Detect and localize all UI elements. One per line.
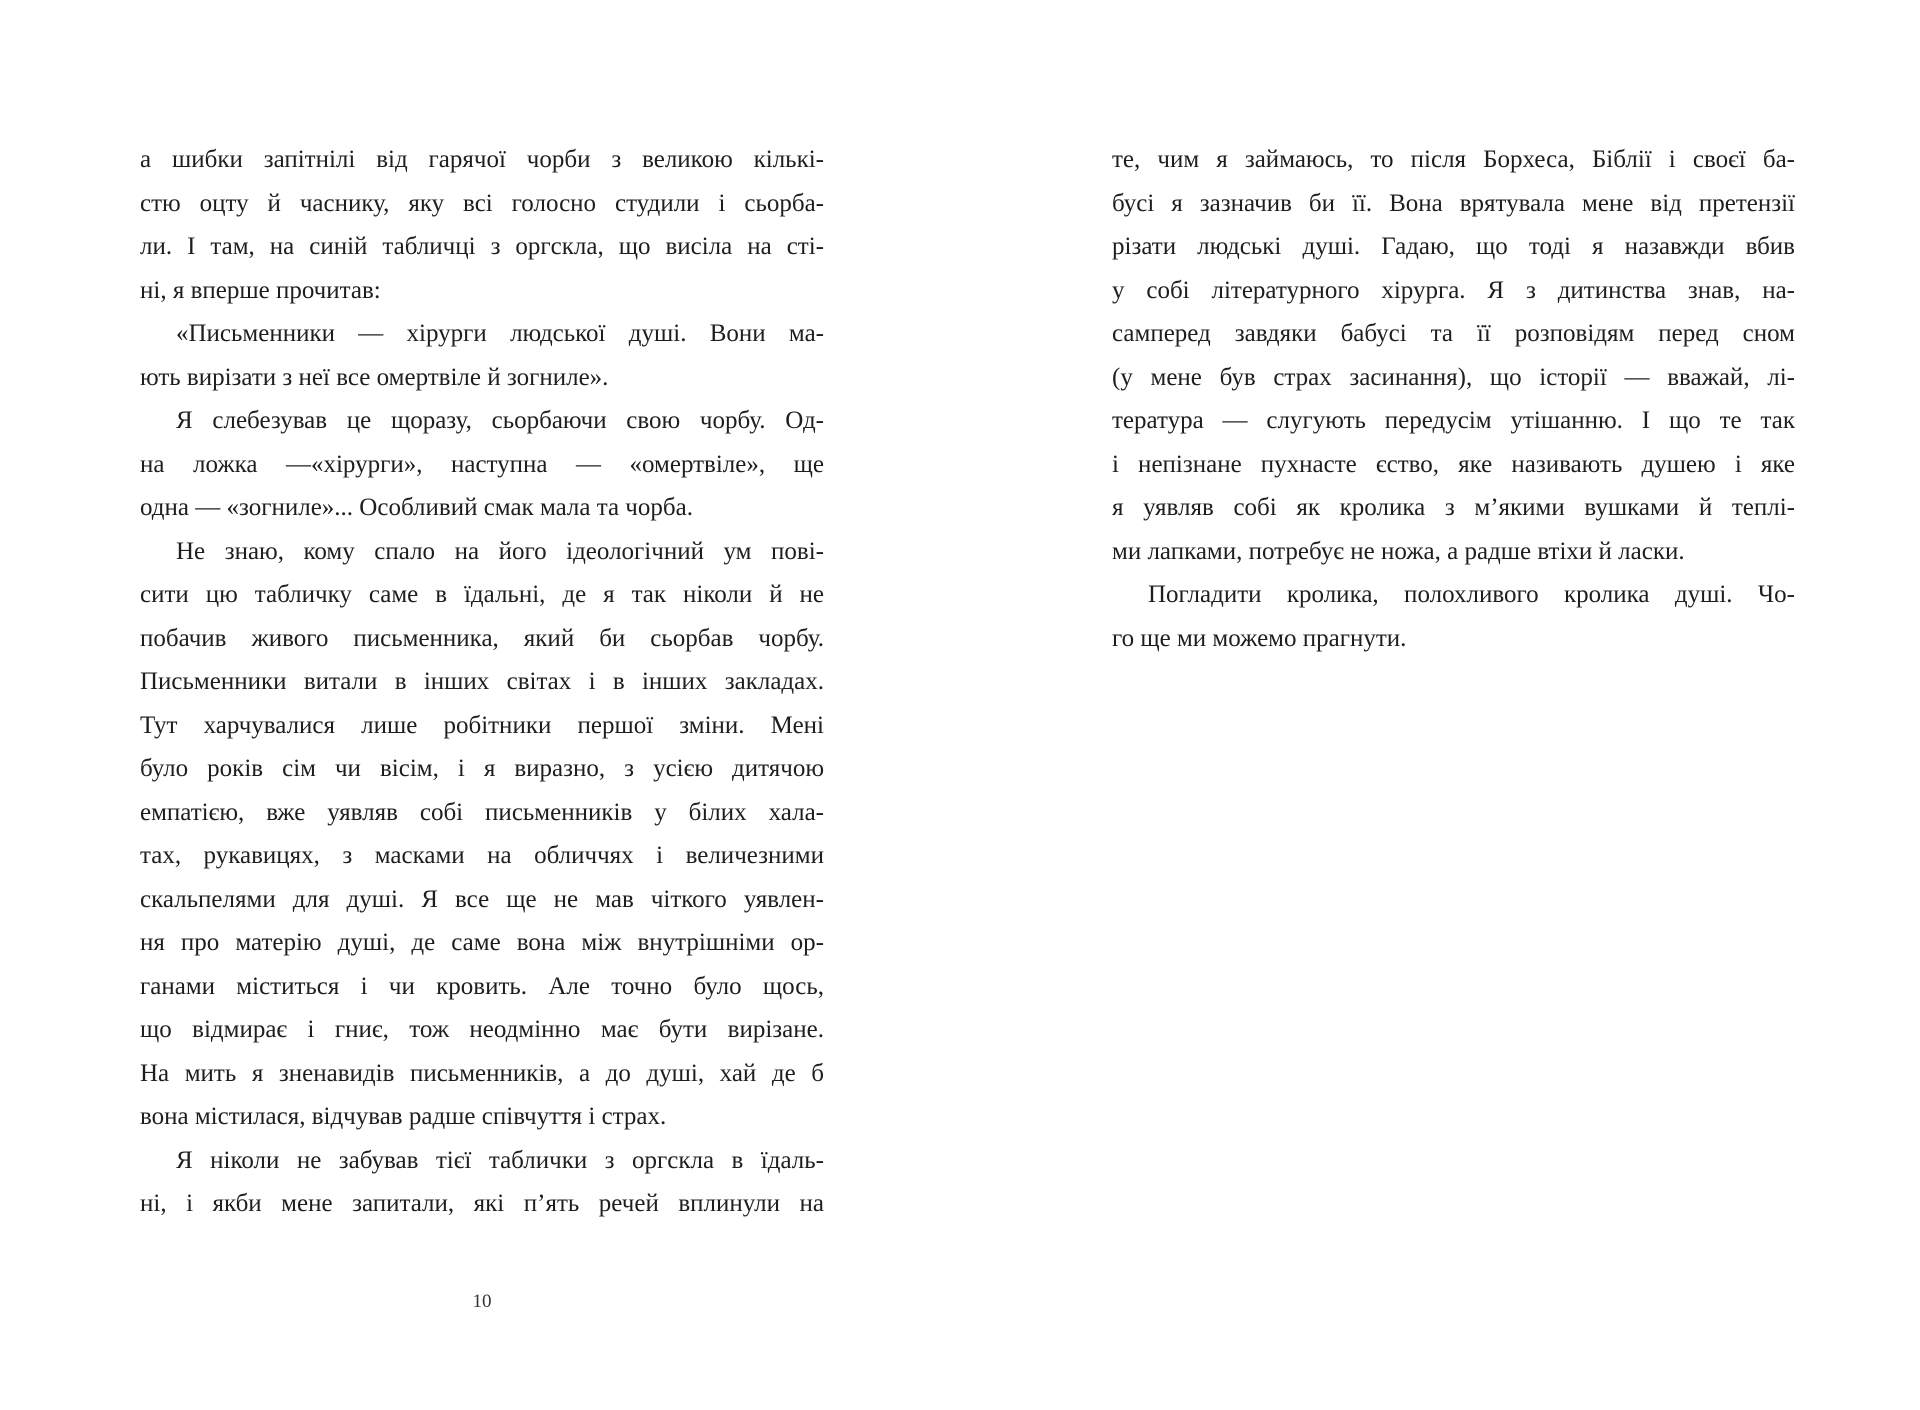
text-line: одна — «зогниле»... Особливий смак мала та чорба. <box>140 494 693 521</box>
text-line: тература — слугують передусім утішанню. І що те так <box>1112 407 1795 434</box>
text-line: Я ніколи не забував тієї таблички з оргскла в їдаль- <box>176 1146 824 1174</box>
text-line: емпатією, вже уявляв собі письменників у білих хала- <box>140 798 824 826</box>
text-line: На мить я зненавидів письменників, а до душі, хай де б <box>140 1059 824 1087</box>
text-line: Письменники витали в інших світах і в інших закладах. <box>140 668 824 695</box>
text-line: побачив живого письменника, який би сьорбав чорбу. <box>140 624 824 652</box>
text-line: тах, рукавицях, з масками на обличчях і величезними <box>140 842 824 869</box>
left-page-text <box>140 138 824 1226</box>
text-line: що відмирає і гниє, тож неодмінно має бути вирізане. <box>140 1016 824 1043</box>
text-line: ли. І там, на синій табличці з оргскла, що висіла на сті- <box>140 233 824 260</box>
text-line: ні, я вперше прочитав: <box>140 276 381 304</box>
text-line: на ложка —«хірурги», наступна — «омертвіле», ще <box>140 450 824 478</box>
text-line: стю оцту й часнику, яку всі голосно студили і сьорба- <box>140 189 824 217</box>
text-line: ми лапками, потребує не ножа, а радше втіхи й ласки. <box>1112 537 1685 565</box>
text-line: «Письменники — хірурги людської душі. Вони ма- <box>176 320 824 347</box>
text-line: я уявляв собі як кролика з м’якими вушками й теплі- <box>1112 494 1795 521</box>
text-line: сити цю табличку саме в їдальні, де я так ніколи й не <box>140 581 824 608</box>
text-line: різати людські душі. Гадаю, що тоді я назавжди вбив <box>1112 233 1795 260</box>
text-line: у собі літературного хірурга. Я з дитинства знав, на- <box>1112 276 1795 304</box>
text-line: (у мене був страх засинання), що історії — вважай, лі- <box>1112 363 1795 391</box>
text-line: Тут харчувалися лише робітники першої зміни. Мені <box>140 711 824 739</box>
page-number: 10 <box>472 1291 492 1312</box>
text-line: ні, і якби мене запитали, які п’ять речей вплинули на <box>140 1190 824 1217</box>
text-line: і непізнане пухнасте єство, яке називають душею і яке <box>1112 450 1795 478</box>
text-line: скальпелями для душі. Я все ще не мав чіткого уявлен- <box>140 885 824 913</box>
text-line: а шибки запітнілі від гарячої чорби з великою кількі- <box>140 146 824 173</box>
text-line: вона містилася, відчував радше співчуття і страх. <box>140 1103 667 1130</box>
text-line: Не знаю, кому спало на його ідеологічний ум пові- <box>176 537 824 565</box>
text-line: бусі я зазначив би її. Вона врятувала мене від претензії <box>1112 189 1795 217</box>
text-line: було років сім чи вісім, і я виразно, з усією дитячою <box>140 755 824 782</box>
text-line: Я слебезував це щоразу, сьорбаючи свою чорбу. Од- <box>176 407 824 434</box>
text-line: ня про матерію душі, де саме вона між внутрішніми ор- <box>140 929 824 956</box>
text-line: ганами міститься і чи кровить. Але точно було щось, <box>140 972 824 1000</box>
text-line: Погладити кролика, полохливого кролика душі. Чо- <box>1148 581 1795 608</box>
text-line: го ще ми можемо прагнути. <box>1112 624 1407 652</box>
text-line: самперед завдяки бабусі та її розповідям перед сном <box>1112 320 1795 347</box>
right-page-text <box>1112 138 1795 660</box>
text-line: те, чим я займаюсь, то після Борхеса, Біблії і своєї ба- <box>1112 146 1795 173</box>
text-line: ють вирізати з неї все омертвіле й зогниле». <box>140 363 609 391</box>
